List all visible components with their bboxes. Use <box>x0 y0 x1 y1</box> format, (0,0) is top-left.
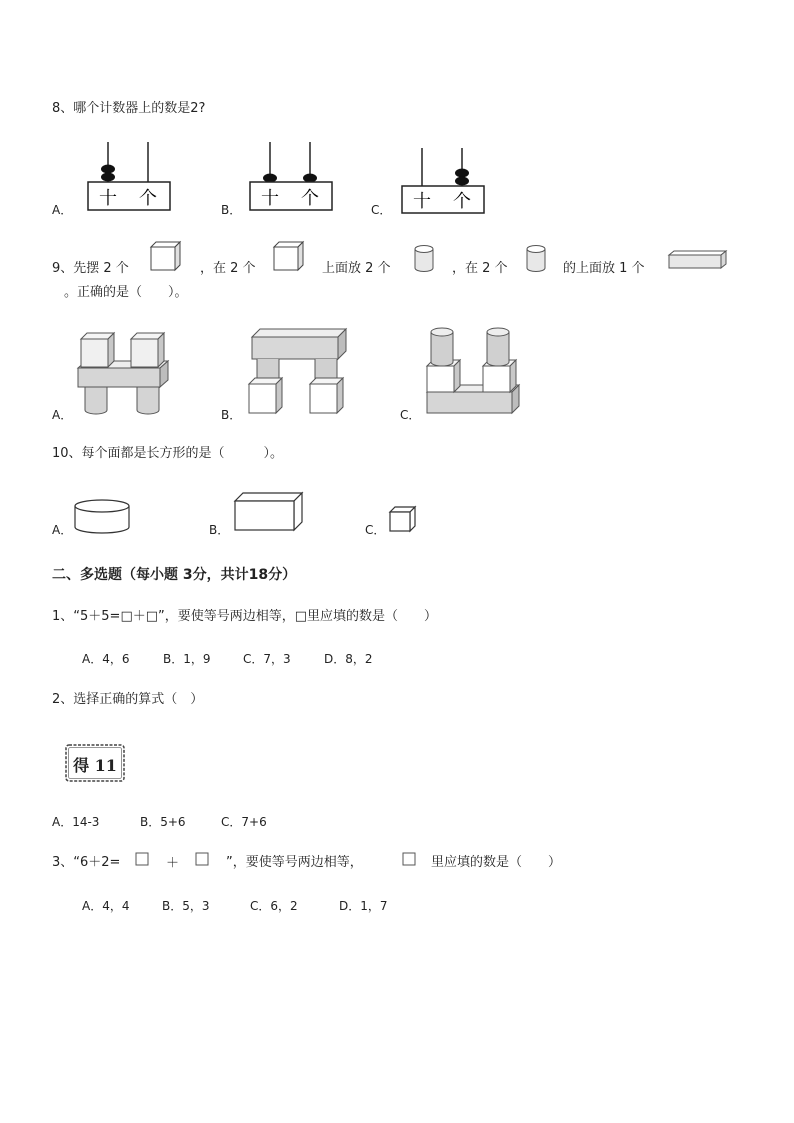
abacus-a-bead <box>101 173 115 182</box>
abacus-b-tens-label: 十 <box>261 188 279 209</box>
q9-option-a-label[interactable]: A． <box>52 408 73 422</box>
cylinder-icon <box>525 244 547 274</box>
mq2-option-a[interactable]: A．14-3 <box>52 815 100 829</box>
mq2-option-c[interactable]: C．7+6 <box>221 815 267 829</box>
mq3-stem-b: ”，要使等号两边相等， <box>226 855 363 870</box>
abacus-a-bead <box>101 165 115 174</box>
stamp-text: 得 11 <box>73 756 117 775</box>
q9-stem-end: 。正确的是（ ）。 <box>64 285 188 300</box>
score-stamp <box>64 743 126 783</box>
q9-stem-part5: 的上面放 1 个 <box>563 261 645 276</box>
q9-option-a-figure[interactable] <box>76 328 171 420</box>
abacus-c-bead <box>455 169 469 178</box>
mq1-option-a[interactable]: A．4，6 <box>82 652 130 666</box>
mq3-stem-a: 3、“6＋2= <box>52 855 121 870</box>
q10-option-b-label[interactable]: B． <box>209 523 230 537</box>
abacus-b-figure[interactable] <box>248 140 336 215</box>
section2-title: 二、多选题（每小题 3分，共计18分） <box>52 567 297 583</box>
q10-stem: 10、每个面都是长方形的是（ ）。 <box>52 446 284 461</box>
mq3-plus: ＋ <box>166 856 180 871</box>
q10-option-a-cylinder[interactable] <box>73 499 131 535</box>
abacus-c-tens-label: 十 <box>413 191 431 212</box>
q10-option-a-label[interactable]: A． <box>52 523 73 537</box>
q9-option-c-figure[interactable] <box>425 326 521 416</box>
abacus-c-ones-label: 个 <box>453 191 471 212</box>
q10-option-c-cube[interactable] <box>389 506 417 532</box>
q10-option-c-label[interactable]: C． <box>365 523 386 537</box>
blank-box-icon <box>402 852 416 866</box>
cuboid-icon <box>668 250 728 270</box>
mq1-option-c[interactable]: C．7，3 <box>243 652 291 666</box>
q10-option-b-cuboid[interactable] <box>234 492 304 532</box>
mq1-stem: 1、“5＋5=□＋□”，要使等号两边相等，□里应填的数是（ ） <box>52 609 438 624</box>
q9-option-c-label[interactable]: C． <box>400 408 421 422</box>
mq3-option-d[interactable]: D．1，7 <box>339 899 388 913</box>
q9-stem-part1: 9、先摆 2 个 <box>52 261 129 276</box>
q9-option-b-figure[interactable] <box>246 326 350 416</box>
mq1-option-b[interactable]: B．1，9 <box>163 652 211 666</box>
q9-stem-part4: ，在 2 个 <box>452 261 508 276</box>
abacus-b-ones-label: 个 <box>301 188 319 209</box>
q9-stem-part2: ，在 2 个 <box>200 261 256 276</box>
abacus-b-bead <box>303 174 317 183</box>
q8-option-c-label[interactable]: C． <box>371 203 392 217</box>
cylinder-icon <box>413 244 435 274</box>
blank-box-icon <box>135 852 149 866</box>
blank-box-icon <box>195 852 209 866</box>
q9-stem-part3: 上面放 2 个 <box>322 261 391 276</box>
q8-stem: 8、哪个计数器上的数是2? <box>52 101 206 116</box>
mq3-option-c[interactable]: C．6，2 <box>250 899 298 913</box>
abacus-a-tens-label: 十 <box>99 188 117 209</box>
mq3-option-a[interactable]: A．4，4 <box>82 899 130 913</box>
mq2-stem: 2、选择正确的算式（ ） <box>52 692 204 707</box>
abacus-a-ones-label: 个 <box>139 188 157 209</box>
mq3-option-b[interactable]: B．5，3 <box>162 899 210 913</box>
cube-icon <box>273 241 305 271</box>
mq2-option-b[interactable]: B．5+6 <box>140 815 186 829</box>
q8-option-a-label[interactable]: A． <box>52 203 73 217</box>
cube-icon <box>150 241 182 271</box>
q9-option-b-label[interactable]: B． <box>221 408 242 422</box>
abacus-b-bead <box>263 174 277 183</box>
mq3-stem-c: 里应填的数是（ ） <box>431 855 562 870</box>
abacus-c-figure[interactable] <box>400 146 488 218</box>
q8-option-b-label[interactable]: B． <box>221 203 242 217</box>
abacus-c-bead <box>455 177 469 186</box>
mq1-option-d[interactable]: D．8，2 <box>324 652 373 666</box>
abacus-a-figure[interactable] <box>86 140 174 215</box>
